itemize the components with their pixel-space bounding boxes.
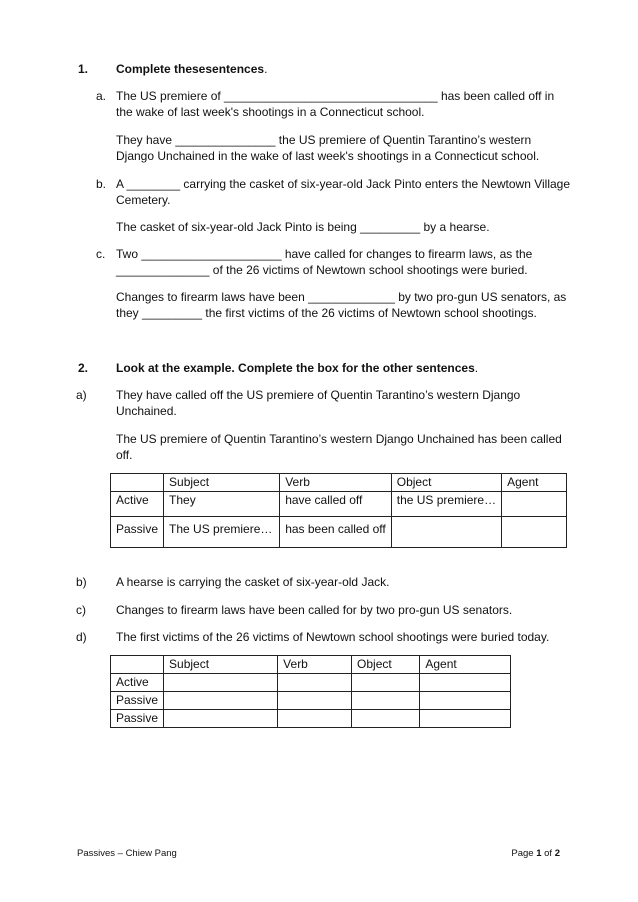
- exercise-table-cell-agent[interactable]: [420, 674, 511, 692]
- q2a-line-4: off.: [116, 448, 133, 462]
- q2a-label: a): [76, 388, 87, 402]
- q1c-line-2: ______________ of the 26 victims of Newtown school shootings were buried.: [116, 263, 528, 277]
- q1-title: [116, 61, 267, 77]
- q2a-line-1: They have called off the US premiere of Quentin Tarantino’s western Django: [116, 388, 521, 402]
- exercise-table-header-subject: Subject: [164, 656, 278, 674]
- example-table-header-verb: Verb: [280, 474, 392, 492]
- q2a-line-3: The US premiere of Quentin Tarantino’s western Django Unchained has been called: [116, 432, 562, 446]
- q2b-label: b): [76, 575, 87, 589]
- example-table-header-corner: [111, 474, 164, 492]
- q1-title-period: .: [264, 62, 268, 76]
- exercise-table-cell-subject[interactable]: [164, 692, 278, 710]
- q1b-line-3: The casket of six-year-old Jack Pinto is being _________ by a hearse.: [116, 220, 490, 234]
- example-table-cell-verb: has been called off: [280, 517, 392, 548]
- exercise-table-row-passive: [111, 692, 511, 710]
- exercise-table-header-object: Object: [352, 656, 420, 674]
- example-table-header-object: Object: [391, 474, 501, 492]
- example-table-cell-object: the US premiere…: [391, 492, 501, 517]
- example-table-row-passive: [111, 517, 567, 548]
- footer-page-number: [511, 848, 560, 860]
- footer-page-current: 1: [536, 848, 542, 859]
- example-table-header-row: [111, 474, 567, 492]
- exercise-table-cell-object[interactable]: [352, 710, 420, 728]
- q1c-line-3: Changes to firearm laws have been _____________ by two pro-gun US senators, as: [116, 290, 567, 304]
- example-table-header-agent: Agent: [502, 474, 567, 492]
- q2a-line-2: Unchained.: [116, 404, 177, 418]
- example-table-cell-agent[interactable]: [502, 492, 567, 517]
- exercise-table-cell-verb[interactable]: [278, 674, 352, 692]
- example-table: [110, 473, 567, 548]
- exercise-table-row-active: [111, 674, 511, 692]
- q1-title-text: Complete thesesentences: [116, 62, 265, 76]
- exercise-table-header-agent: Agent: [420, 656, 511, 674]
- q1a-line-3: They have _______________ the US premiere of Quentin Tarantino’s western: [116, 133, 532, 147]
- q2-title: [116, 360, 478, 376]
- q2b-sentence: A hearse is carrying the casket of six-year-old Jack.: [116, 575, 390, 589]
- exercise-table-cell-agent[interactable]: [420, 692, 511, 710]
- exercise-table-cell-object[interactable]: [352, 692, 420, 710]
- q1b-line-1: A ________ carrying the casket of six-year-old Jack Pinto enters the Newtown Village: [116, 177, 571, 191]
- footer-page-word: Page: [511, 848, 534, 859]
- exercise-table-row-label: Active: [111, 674, 164, 692]
- q1a-line-1: The US premiere of ________________________________ has been called off in: [116, 89, 555, 103]
- q1c-line-4: they _________ the first victims of the 26 victims of Newtown school shootings.: [116, 306, 537, 320]
- exercise-table-cell-verb[interactable]: [278, 710, 352, 728]
- q1c-line-1: Two _____________________ have called for changes to firearm laws, as the: [116, 247, 533, 261]
- q1b-label: b.: [96, 177, 107, 191]
- example-table-cell-verb: have called off: [280, 492, 392, 517]
- example-table-row-active: [111, 492, 567, 517]
- exercise-table-cell-agent[interactable]: [420, 710, 511, 728]
- exercise-table: [110, 655, 511, 728]
- example-table-header-subject: Subject: [164, 474, 280, 492]
- exercise-table-row-label: Passive: [111, 710, 164, 728]
- exercise-table-row-label: Passive: [111, 692, 164, 710]
- exercise-table-header-row: [111, 656, 511, 674]
- example-table-cell-subject: The US premiere…: [164, 517, 280, 548]
- exercise-table-cell-subject[interactable]: [164, 710, 278, 728]
- example-table-cell-agent[interactable]: [502, 517, 567, 548]
- q2-title-period: .: [474, 361, 479, 375]
- example-table-row-label: Active: [111, 492, 164, 517]
- example-table-cell-subject: They: [164, 492, 280, 517]
- exercise-table-cell-verb[interactable]: [278, 692, 352, 710]
- q2c-sentence: Changes to firearm laws have been called for by two pro-gun US senators.: [116, 603, 513, 617]
- q2-title-text: Look at the example. Complete the box for the other sentences: [116, 361, 475, 375]
- q2c-label: c): [76, 603, 86, 617]
- q2-number: 2.: [78, 361, 89, 375]
- example-table-row-label: Passive: [111, 517, 164, 548]
- q1a-label: a.: [96, 89, 107, 103]
- q1b-line-2: Cemetery.: [116, 193, 171, 207]
- exercise-table-cell-subject[interactable]: [164, 674, 278, 692]
- q1a-line-2: the wake of last week's shootings in a Connecticut school.: [116, 105, 425, 119]
- q2d-label: d): [76, 630, 87, 644]
- exercise-table-cell-object[interactable]: [352, 674, 420, 692]
- q1c-label: c.: [96, 247, 106, 261]
- footer-title: Passives – Chiew Pang: [77, 848, 177, 859]
- footer-page-total: 2: [554, 848, 560, 859]
- q2d-sentence: The first victims of the 26 victims of Newtown school shootings were buried today.: [116, 630, 550, 644]
- footer-page-of: of: [544, 848, 553, 859]
- example-table-cell-object[interactable]: [391, 517, 501, 548]
- exercise-table-header-verb: Verb: [278, 656, 352, 674]
- q1-number: 1.: [78, 62, 89, 76]
- exercise-table-row-passive: [111, 710, 511, 728]
- exercise-table-header-corner: [111, 656, 164, 674]
- q1a-line-4: Django Unchained in the wake of last week's shootings in a Connecticut school.: [116, 149, 540, 163]
